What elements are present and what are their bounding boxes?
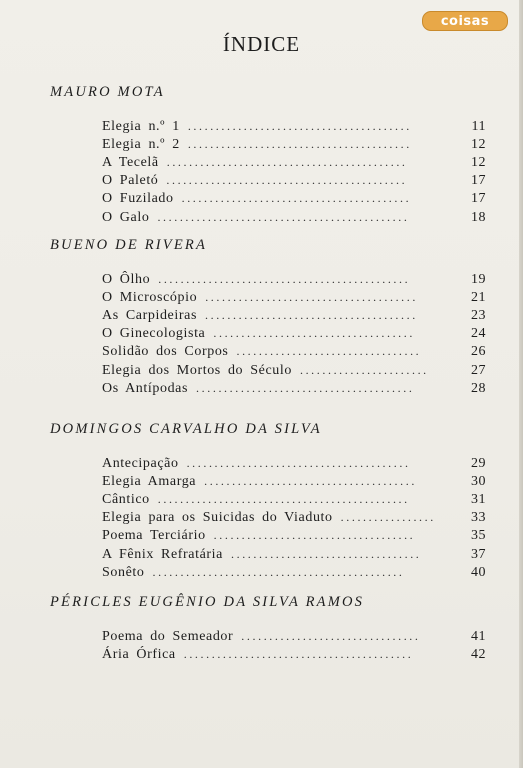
toc-entry[interactable] xyxy=(102,363,486,381)
entry-page-number: 24 xyxy=(471,326,486,342)
dot-leader-dots: ............................................. xyxy=(152,564,405,579)
entry-title: O Fuzilado xyxy=(102,191,174,207)
toc-entry[interactable] xyxy=(102,344,486,362)
entry-title: A Tecelã xyxy=(102,155,159,171)
entry-page-number: 17 xyxy=(471,173,486,189)
entry-page-number: 19 xyxy=(471,272,486,287)
toc-entry[interactable] xyxy=(102,528,486,546)
entry-page-number: 28 xyxy=(471,380,486,396)
author-heading: MAURO MOTA xyxy=(50,84,165,100)
entry-title: A Fênix Refratária xyxy=(102,546,223,562)
entry-page-number: 27 xyxy=(471,362,486,378)
entry-page-number: 30 xyxy=(471,474,486,490)
dot-leader-dots: ............................................. xyxy=(157,209,410,224)
dot-leader xyxy=(159,155,462,171)
entry-title: Antecipação xyxy=(102,456,179,471)
dot-leader-dots: ......................................... xyxy=(181,191,412,206)
entry-page-number: 41 xyxy=(471,629,486,644)
entry-page-number: 42 xyxy=(471,647,486,663)
watermark-text: coisas xyxy=(440,13,490,29)
entry-page-number: 40 xyxy=(471,564,486,580)
page-title: ÍNDICE xyxy=(222,32,301,56)
dot-leader-dots: ...................................... xyxy=(205,308,418,323)
toc-entry[interactable] xyxy=(102,119,486,137)
dot-leader-dots: ........................................ xyxy=(187,119,412,133)
dot-leader xyxy=(188,381,462,397)
dot-leader xyxy=(196,474,462,490)
entry-title: Elegia dos Mortos do Século xyxy=(102,362,292,378)
dot-leader-dots: .................................. xyxy=(231,546,422,561)
dot-leader-dots: ...................................... xyxy=(204,474,417,489)
dot-leader-dots: ................. xyxy=(340,510,436,525)
dot-leader xyxy=(174,191,462,207)
entry-page-number: 31 xyxy=(471,492,486,508)
toc-entry[interactable] xyxy=(102,155,486,173)
entry-page-number: 21 xyxy=(471,290,486,306)
dot-leader-dots: ........................................ xyxy=(186,456,411,470)
toc-entry[interactable] xyxy=(102,629,486,647)
toc-entry[interactable] xyxy=(102,565,486,583)
entry-title: O Microscópio xyxy=(102,290,198,306)
entry-page-number: 26 xyxy=(471,344,486,360)
author-heading: PÉRICLES EUGÊNIO DA SILVA RAMOS xyxy=(50,594,365,610)
entry-page-number: 33 xyxy=(471,510,486,526)
entry-page-number: 37 xyxy=(471,546,486,562)
dot-leader-dots: ....................................... xyxy=(196,380,415,395)
toc-entry[interactable] xyxy=(102,210,486,228)
entry-title: Ária Órfica xyxy=(102,647,176,663)
dot-leader xyxy=(223,547,462,563)
entry-title: Elegia n.º 2 xyxy=(102,137,180,153)
entry-title: O Ginecologista xyxy=(102,326,206,342)
author-heading: DOMINGOS CARVALHO DA SILVA xyxy=(50,421,322,437)
entry-title: Elegia n.º 1 xyxy=(102,119,180,134)
entry-page-number: 12 xyxy=(471,137,486,153)
dot-leader-dots: .................................... xyxy=(213,326,415,341)
dot-leader-dots: ......................................... xyxy=(183,647,414,662)
dot-leader-dots: ................................. xyxy=(236,344,422,359)
dot-leader-dots: ....................... xyxy=(299,362,429,377)
toc-entry[interactable] xyxy=(102,510,486,528)
toc-entry[interactable] xyxy=(102,547,486,565)
toc-entry[interactable] xyxy=(102,191,486,209)
entry-page-number: 29 xyxy=(471,456,486,471)
entry-title: Os Antípodas xyxy=(102,380,189,396)
dot-leader xyxy=(205,326,462,342)
dot-leader xyxy=(150,492,462,508)
entry-page-number: 17 xyxy=(471,191,486,207)
entry-title: O Galo xyxy=(102,209,150,225)
toc-entry[interactable] xyxy=(102,137,486,155)
toc-entry[interactable] xyxy=(102,272,486,290)
entry-page-number: 11 xyxy=(471,119,486,134)
dot-leader xyxy=(197,290,462,306)
entry-title: Sonêto xyxy=(102,564,145,580)
toc-entry[interactable] xyxy=(102,456,486,474)
dot-leader-dots: ...................................... xyxy=(205,290,418,305)
toc-entry[interactable] xyxy=(102,308,486,326)
dot-leader xyxy=(180,137,462,153)
dot-leader xyxy=(292,363,462,379)
toc-entry[interactable] xyxy=(102,173,486,191)
toc-entry[interactable] xyxy=(102,381,486,399)
toc-entry[interactable] xyxy=(102,290,486,308)
entry-title: Elegia para os Suicidas do Viaduto xyxy=(102,510,333,526)
dot-leader xyxy=(228,344,462,360)
dot-leader xyxy=(149,210,462,226)
dot-leader-dots: ............................................. xyxy=(158,272,411,286)
entry-page-number: 23 xyxy=(471,308,486,324)
entry-page-number: 35 xyxy=(471,528,486,544)
entry-title: Elegia Amarga xyxy=(102,474,197,490)
dot-leader xyxy=(176,647,462,663)
dot-leader xyxy=(197,308,462,324)
toc-entry[interactable] xyxy=(102,326,486,344)
dot-leader xyxy=(233,629,462,645)
dot-leader-dots: ........................................... xyxy=(166,173,408,188)
dot-leader xyxy=(158,173,462,189)
entry-title: Poema Terciário xyxy=(102,528,206,544)
watermark-badge xyxy=(422,11,508,31)
dot-leader-dots: .................................... xyxy=(213,528,416,543)
entry-title: Poema do Semeador xyxy=(102,629,234,644)
toc-entry[interactable] xyxy=(102,647,486,665)
dot-leader xyxy=(179,456,462,472)
entry-title: Solidão dos Corpos xyxy=(102,344,229,360)
dot-leader xyxy=(145,565,463,581)
entry-page-number: 12 xyxy=(471,155,486,171)
toc-entry[interactable] xyxy=(102,474,486,492)
entry-title: O Paletó xyxy=(102,173,159,189)
entry-title: O Ôlho xyxy=(102,272,151,287)
entry-title: As Carpideiras xyxy=(102,308,197,324)
entry-title: Cântico xyxy=(102,492,150,508)
dot-leader xyxy=(180,119,462,135)
author-heading: BUENO DE RIVERA xyxy=(50,237,208,253)
dot-leader-dots: ........................................ xyxy=(187,137,412,152)
dot-leader xyxy=(150,272,462,288)
entry-page-number: 18 xyxy=(471,209,486,225)
dot-leader-dots: ............................................. xyxy=(157,492,410,507)
toc-entry[interactable] xyxy=(102,492,486,510)
dot-leader xyxy=(333,510,462,526)
dot-leader-dots: ................................ xyxy=(241,629,421,643)
dot-leader xyxy=(206,528,462,544)
dot-leader-dots: ........................................... xyxy=(166,155,408,170)
